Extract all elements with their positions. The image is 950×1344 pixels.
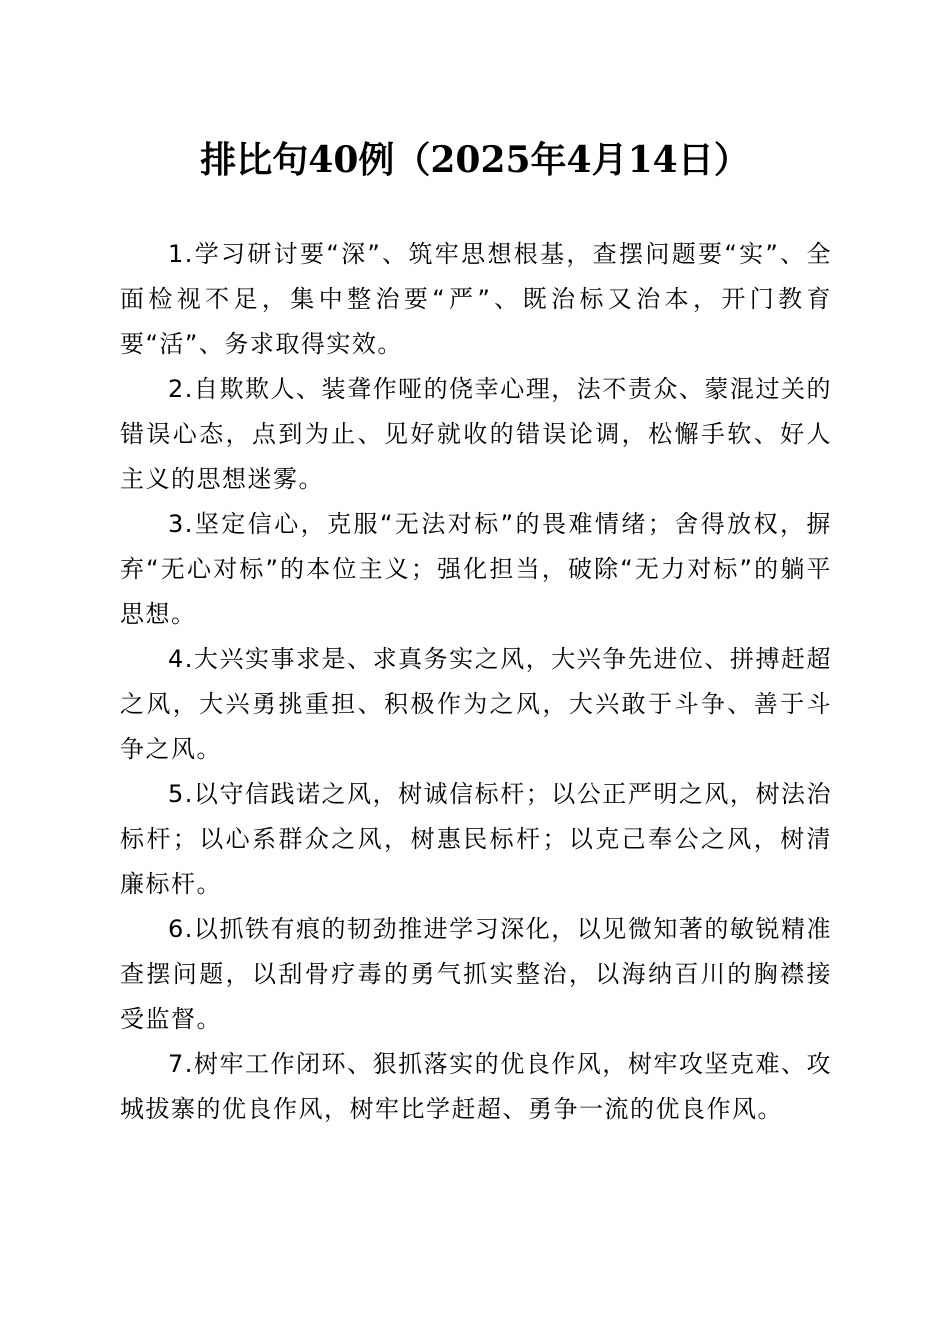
paragraph-7: 7.树牢工作闭环、狠抓落实的优良作风，树牢攻坚克难、攻城拔寨的优良作风，树牢比学赶超、勇争一流的优良作风。 bbox=[120, 1050, 832, 1123]
document-title: 排比句40例（2025年4月14日） bbox=[200, 139, 750, 181]
paragraph-5: 5.以守信践诺之风，树诚信标杆；以公正严明之风，树法治标杆；以心系群众之风，树惠民标杆；以克己奉公之风，树清廉标杆。 bbox=[120, 780, 832, 898]
paragraph-3: 3.坚定信心，克服“无法对标”的畏难情绪；舍得放权，摒弃“无心对标”的本位主义；强化担当，破除“无力对标”的躺平思想。 bbox=[120, 510, 832, 628]
paragraph-2: 2.自欺欺人、装聋作哑的侥幸心理，法不责众、蒙混过关的错误心态，点到为止、见好就收的错误论调，松懈手软、好人主义的思想迷雾。 bbox=[120, 375, 832, 493]
document-body bbox=[120, 232, 832, 1132]
paragraph-6: 6.以抓铁有痕的韧劲推进学习深化，以见微知著的敏锐精准查摆问题，以刮骨疗毒的勇气抓实整治，以海纳百川的胸襟接受监督。 bbox=[120, 915, 832, 1033]
paragraph-1: 1.学习研讨要“深”、筑牢思想根基，查摆问题要“实”、全面检视不足，集中整治要“严”、既治标又治本，开门教育要“活”、务求取得实效。 bbox=[120, 240, 832, 358]
paragraph-4: 4.大兴实事求是、求真务实之风，大兴争先进位、拼搏赶超之风，大兴勇挑重担、积极作为之风，大兴敢于斗争、善于斗争之风。 bbox=[120, 645, 832, 763]
